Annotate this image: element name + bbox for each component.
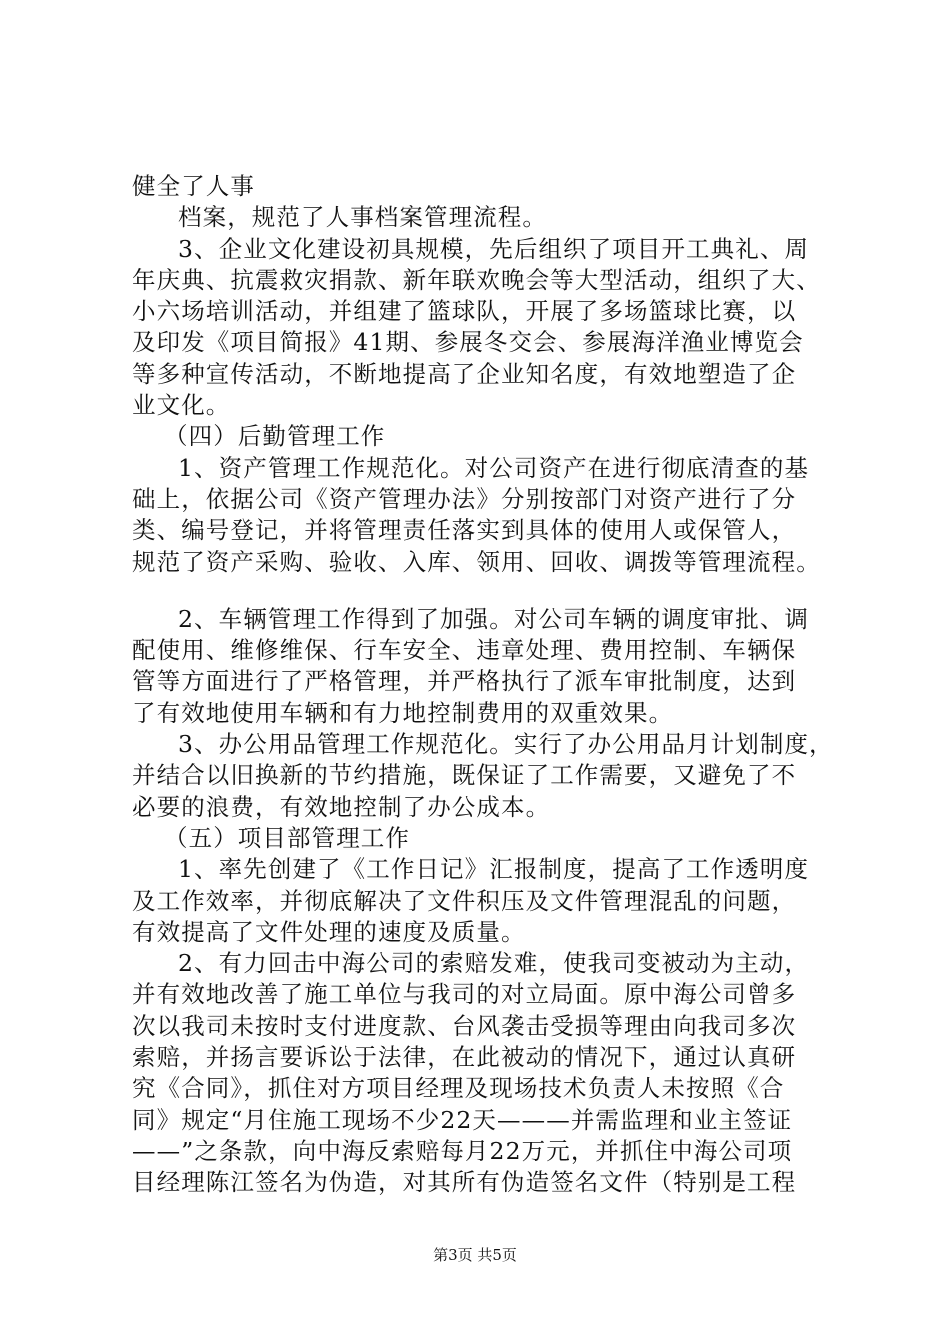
text-line: 次以我司未按时支付进度款、台风袭击受损等理由向我司多次 bbox=[132, 1011, 797, 1040]
paragraph-start: 2、有力回击中海公司的索赔发难，使我司变被动为主动， bbox=[178, 949, 810, 978]
text-line: 等多种宣传活动，不断地提高了企业知名度，有效地塑造了企 bbox=[132, 359, 797, 388]
page-number-footer: 第3页 共5页 bbox=[433, 1246, 517, 1264]
text-line: 并有效地改善了施工单位与我司的对立局面。原中海公司曾多 bbox=[132, 980, 797, 1009]
text-line: 管等方面进行了严格管理，并严格执行了派车审批制度，达到 bbox=[132, 667, 797, 696]
text-line: 必要的浪费，有效地控制了办公成本。 bbox=[132, 792, 551, 821]
text-line: 有效提高了文件处理的速度及质量。 bbox=[132, 917, 526, 946]
text-line: 配使用、维修维保、行车安全、违章处理、费用控制、车辆保 bbox=[132, 636, 797, 665]
text-line: 及印发《项目简报》41期、参展冬交会、参展海洋渔业博览会 bbox=[132, 328, 804, 357]
text-line: 索赔，并扬言要诉讼于法律，在此被动的情况下，通过认真研 bbox=[132, 1043, 797, 1072]
text-line: 了有效地使用车辆和有力地控制费用的双重效果。 bbox=[132, 698, 674, 727]
text-line: 础上，依据公司《资产管理办法》分别按部门对资产进行了分 bbox=[132, 484, 797, 513]
paragraph-start: 1、资产管理工作规范化。对公司资产在进行彻底清查的基 bbox=[178, 453, 810, 482]
text-line: 目经理陈江签名为伪造，对其所有伪造签名文件（特别是工程 bbox=[132, 1168, 797, 1197]
text-line: 健全了人事 bbox=[132, 172, 255, 200]
paragraph-start: 3、企业文化建设初具规模，先后组织了项目开工典礼、周 bbox=[178, 234, 810, 263]
text-line: 业文化。 bbox=[132, 391, 231, 420]
paragraph-start: 1、率先创建了《工作日记》汇报制度，提高了工作透明度 bbox=[178, 855, 810, 884]
text-line: 类、编号登记，并将管理责任落实到具体的使用人或保管人， bbox=[132, 516, 797, 545]
text-line: 同》规定“月住施工现场不少22天———并需监理和业主签证 bbox=[132, 1105, 793, 1134]
section-heading: （五）项目部管理工作 bbox=[164, 823, 410, 852]
text-line: 并结合以旧换新的节约措施，既保证了工作需要，又避免了不 bbox=[132, 761, 797, 790]
paragraph-start: 3、办公用品管理工作规范化。实行了办公用品月计划制度， bbox=[178, 730, 834, 759]
text-line: ——”之条款，向中海反索赔每月22万元，并抓住中海公司项 bbox=[132, 1136, 793, 1165]
text-line: 及工作效率，并彻底解决了文件积压及文件管理混乱的问题， bbox=[132, 886, 797, 915]
section-heading: （四）后勤管理工作 bbox=[164, 422, 386, 451]
text-line: 小六场培训活动，并组建了篮球队，开展了多场篮球比赛，以 bbox=[132, 297, 797, 326]
text-line: 规范了资产采购、验收、入库、领用、回收、调拨等管理流程。 bbox=[132, 547, 821, 576]
document-body bbox=[132, 171, 844, 1199]
text-line: 年庆典、抗震救灾捐款、新年联欢晚会等大型活动，组织了大、 bbox=[132, 265, 821, 294]
text-line: 档案，规范了人事档案管理流程。 bbox=[178, 203, 547, 232]
paragraph-gap bbox=[132, 578, 844, 604]
paragraph-start: 2、车辆管理工作得到了加强。对公司车辆的调度审批、调 bbox=[178, 604, 810, 633]
text-line: 究《合同》，抓住对方项目经理及现场技术负责人未按照《合 bbox=[132, 1074, 785, 1103]
